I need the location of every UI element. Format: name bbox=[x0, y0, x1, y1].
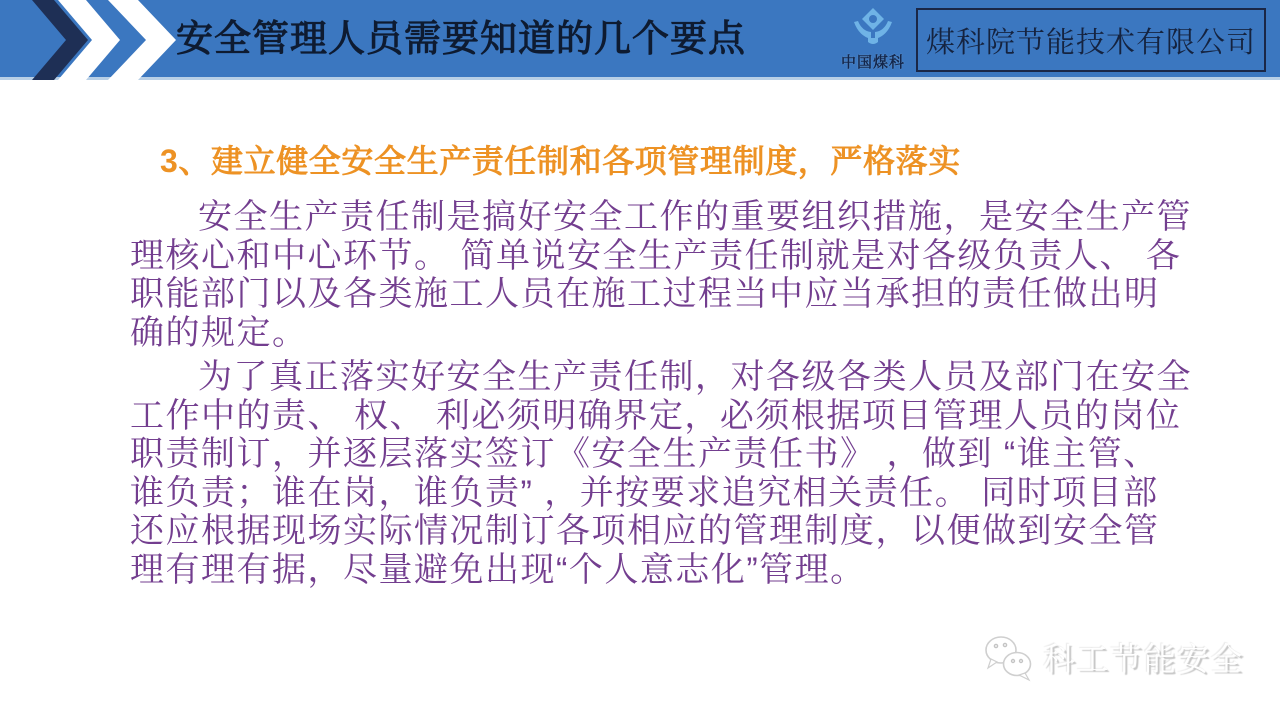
header-bar bbox=[0, 0, 1280, 80]
text-line: 理有理有据，尽量避免出现“个人意志化”管理。 bbox=[130, 550, 866, 589]
text-line: 工作中的责、 权、 利必须明确界定，必须根据项目管理人员的岗位 bbox=[130, 396, 1182, 435]
paragraph-2 bbox=[130, 358, 1192, 589]
logo-text: 中国煤科 bbox=[840, 54, 905, 71]
watermark bbox=[981, 628, 1244, 686]
section-heading: 3、建立健全安全生产责任制和各项管理制度，严格落实 bbox=[160, 143, 961, 179]
watermark-text: 科工节能安全 bbox=[1042, 641, 1244, 677]
wechat-icon bbox=[981, 631, 1037, 683]
text-line: 谁负责；谁在岗，谁负责” ，并按要求追究相关责任。 同时项目部 bbox=[130, 473, 1159, 512]
company-name: 煤科院节能技术有限公司 bbox=[925, 26, 1256, 59]
paragraph-1 bbox=[130, 198, 1192, 352]
company-logo bbox=[832, 6, 914, 76]
text-line: 理核心和中心环节。 简单说安全生产责任制就是对各级负责人、 各 bbox=[130, 236, 1182, 275]
text-line: 安全生产责任制是搞好安全工作的重要组织措施，是安全生产管 bbox=[198, 198, 1192, 236]
china-coal-tech-logo-icon bbox=[851, 6, 895, 50]
text-line: 还应根据现场实际情况制订各项相应的管理制度，以便做到安全管 bbox=[130, 512, 1160, 550]
text-line: 职责制订，并逐层落实签订《安全生产责任书》 ，做到 “谁主管、 bbox=[130, 435, 1159, 473]
page-title: 安全管理人员需要知道的几个要点 bbox=[176, 18, 746, 59]
text-line: 职能部门以及各类施工人员在施工过程当中应当承担的责任做出明 bbox=[130, 275, 1160, 313]
body-text bbox=[130, 198, 1192, 589]
text-line: 确的规定。 bbox=[130, 313, 308, 352]
company-name-box bbox=[916, 8, 1266, 72]
text-line: 为了真正落实好安全生产责任制，对各级各类人员及部门在安全 bbox=[198, 358, 1192, 396]
